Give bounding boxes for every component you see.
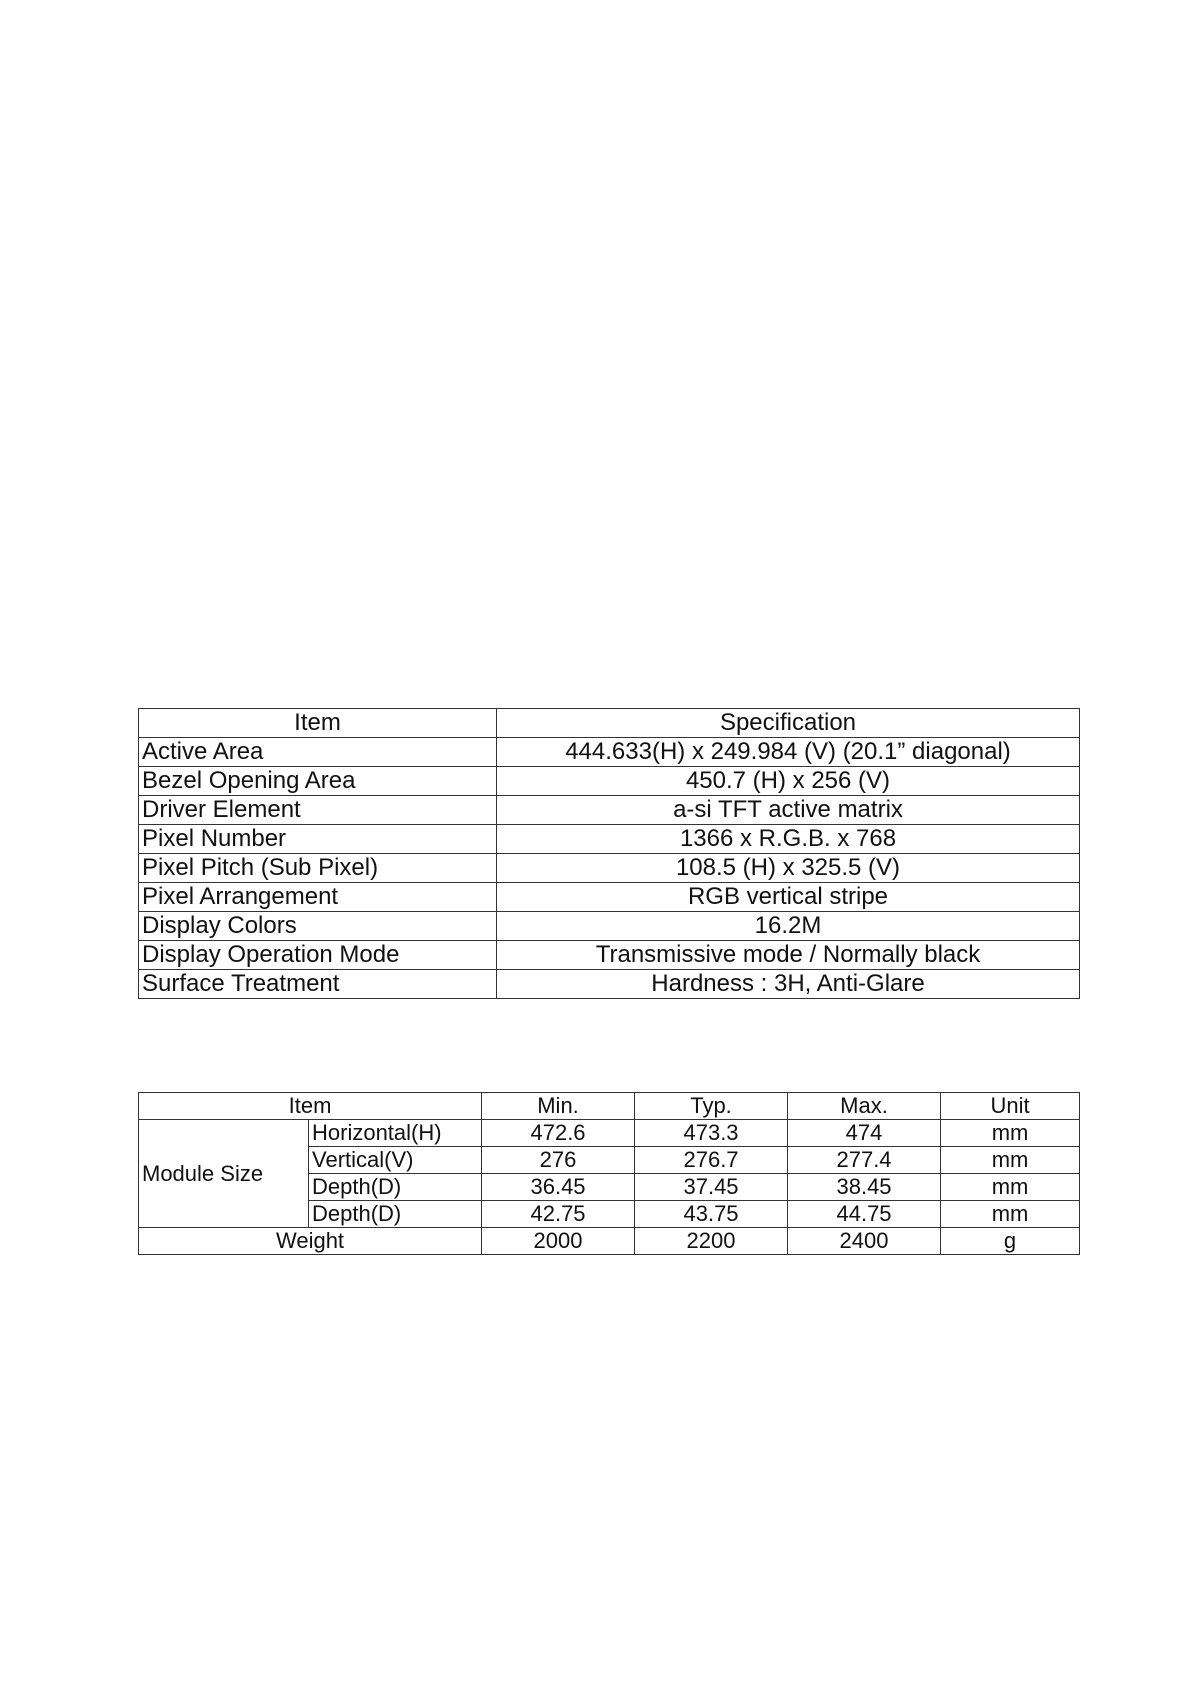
spec-item-value: 1366 x R.G.B. x 768 bbox=[497, 825, 1080, 854]
dim-max-value: 277.4 bbox=[788, 1147, 941, 1174]
dim-unit-value: mm bbox=[941, 1120, 1080, 1147]
dim-unit-value: mm bbox=[941, 1201, 1080, 1228]
spec-item-label: Display Colors bbox=[139, 912, 497, 941]
dim-header-typ: Typ. bbox=[635, 1093, 788, 1120]
dim-typ-value: 37.45 bbox=[635, 1174, 788, 1201]
spec-item-value: Transmissive mode / Normally black bbox=[497, 941, 1080, 970]
dim-typ-value: 43.75 bbox=[635, 1201, 788, 1228]
spec-row bbox=[139, 738, 1080, 767]
spec-item-label: Bezel Opening Area bbox=[139, 767, 497, 796]
spec-item-label: Surface Treatment bbox=[139, 970, 497, 999]
spec-header-specification: Specification bbox=[497, 709, 1080, 738]
spec-row bbox=[139, 941, 1080, 970]
spec-item-value: a-si TFT active matrix bbox=[497, 796, 1080, 825]
spec-item-value: 444.633(H) x 249.984 (V) (20.1” diagonal) bbox=[497, 738, 1080, 767]
spec-header-row bbox=[139, 709, 1080, 738]
spec-item-value: 108.5 (H) x 325.5 (V) bbox=[497, 854, 1080, 883]
weight-max-value: 2400 bbox=[788, 1228, 941, 1255]
specification-table bbox=[138, 708, 1080, 999]
dim-sub-label: Vertical(V) bbox=[309, 1147, 482, 1174]
weight-unit-value: g bbox=[941, 1228, 1080, 1255]
dim-header-unit: Unit bbox=[941, 1093, 1080, 1120]
spec-row bbox=[139, 854, 1080, 883]
dim-unit-value: mm bbox=[941, 1174, 1080, 1201]
dim-min-value: 36.45 bbox=[482, 1174, 635, 1201]
dimension-table bbox=[138, 1092, 1080, 1255]
weight-typ-value: 2200 bbox=[635, 1228, 788, 1255]
dim-header-max: Max. bbox=[788, 1093, 941, 1120]
dim-min-value: 276 bbox=[482, 1147, 635, 1174]
dim-sub-label: Depth(D) bbox=[309, 1174, 482, 1201]
spec-row bbox=[139, 883, 1080, 912]
spec-row bbox=[139, 825, 1080, 854]
spec-item-label: Active Area bbox=[139, 738, 497, 767]
spec-item-label: Pixel Arrangement bbox=[139, 883, 497, 912]
dim-min-value: 472.6 bbox=[482, 1120, 635, 1147]
module-size-label: Module Size bbox=[139, 1120, 309, 1228]
spec-item-value: RGB vertical stripe bbox=[497, 883, 1080, 912]
weight-min-value: 2000 bbox=[482, 1228, 635, 1255]
spec-header-item: Item bbox=[139, 709, 497, 738]
spec-row bbox=[139, 970, 1080, 999]
spec-row bbox=[139, 767, 1080, 796]
weight-row bbox=[139, 1228, 1080, 1255]
dim-header-item: Item bbox=[139, 1093, 482, 1120]
dim-max-value: 474 bbox=[788, 1120, 941, 1147]
spec-item-value: 450.7 (H) x 256 (V) bbox=[497, 767, 1080, 796]
dim-header-min: Min. bbox=[482, 1093, 635, 1120]
dim-header-row bbox=[139, 1093, 1080, 1120]
dim-row bbox=[139, 1120, 1080, 1147]
spec-item-value: Hardness : 3H, Anti-Glare bbox=[497, 970, 1080, 999]
dim-max-value: 44.75 bbox=[788, 1201, 941, 1228]
dim-typ-value: 276.7 bbox=[635, 1147, 788, 1174]
weight-label: Weight bbox=[139, 1228, 482, 1255]
dim-min-value: 42.75 bbox=[482, 1201, 635, 1228]
spec-item-value: 16.2M bbox=[497, 912, 1080, 941]
spec-item-label: Driver Element bbox=[139, 796, 497, 825]
dim-sub-label: Depth(D) bbox=[309, 1201, 482, 1228]
spec-row bbox=[139, 912, 1080, 941]
spec-item-label: Pixel Pitch (Sub Pixel) bbox=[139, 854, 497, 883]
spec-row bbox=[139, 796, 1080, 825]
dim-sub-label: Horizontal(H) bbox=[309, 1120, 482, 1147]
spec-item-label: Display Operation Mode bbox=[139, 941, 497, 970]
dim-max-value: 38.45 bbox=[788, 1174, 941, 1201]
dim-typ-value: 473.3 bbox=[635, 1120, 788, 1147]
spec-item-label: Pixel Number bbox=[139, 825, 497, 854]
dim-unit-value: mm bbox=[941, 1147, 1080, 1174]
